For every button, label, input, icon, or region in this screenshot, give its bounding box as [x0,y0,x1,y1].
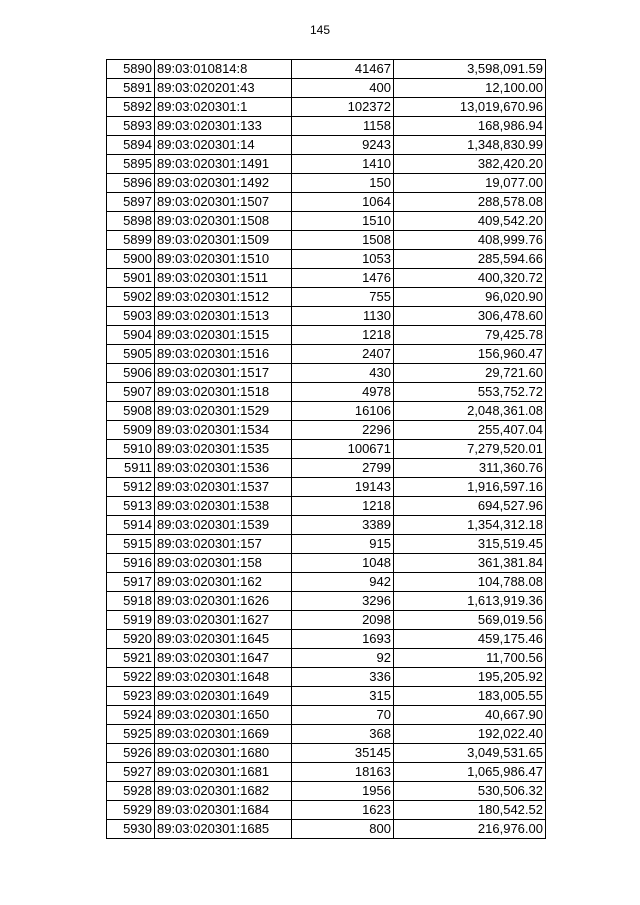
cadastral-number: 89:03:020301:1513 [155,307,292,326]
cadastral-number: 89:03:020301:1648 [155,668,292,687]
area-cell: 1064 [292,193,394,212]
cadastral-number: 89:03:020301:1507 [155,193,292,212]
row-number: 5930 [107,820,155,839]
table-row [107,174,546,193]
table-row [107,136,546,155]
area-cell: 19143 [292,478,394,497]
row-number: 5911 [107,459,155,478]
row-number: 5918 [107,592,155,611]
cadastral-number: 89:03:020301:1627 [155,611,292,630]
value-cell: 104,788.08 [394,573,546,592]
table-row [107,98,546,117]
area-cell: 915 [292,535,394,554]
cadastral-number: 89:03:020301:1645 [155,630,292,649]
table-row [107,117,546,136]
row-number: 5904 [107,326,155,345]
area-cell: 2098 [292,611,394,630]
value-cell: 459,175.46 [394,630,546,649]
area-cell: 16106 [292,402,394,421]
value-cell: 1,613,919.36 [394,592,546,611]
cadastral-number: 89:03:020301:1512 [155,288,292,307]
area-cell: 336 [292,668,394,687]
row-number: 5909 [107,421,155,440]
value-cell: 255,407.04 [394,421,546,440]
cadastral-number: 89:03:020301:1 [155,98,292,117]
area-cell: 1218 [292,326,394,345]
cadastral-number: 89:03:020301:1535 [155,440,292,459]
row-number: 5892 [107,98,155,117]
value-cell: 40,667.90 [394,706,546,725]
table-row [107,820,546,839]
cadastral-number: 89:03:020301:1518 [155,383,292,402]
area-cell: 41467 [292,60,394,79]
row-number: 5925 [107,725,155,744]
row-number: 5922 [107,668,155,687]
cadastral-number: 89:03:020301:1516 [155,345,292,364]
value-cell: 315,519.45 [394,535,546,554]
area-cell: 100671 [292,440,394,459]
table-row [107,212,546,231]
table-row [107,535,546,554]
row-number: 5896 [107,174,155,193]
cadastral-number: 89:03:010814:8 [155,60,292,79]
table-row [107,554,546,573]
table-row [107,573,546,592]
area-cell: 9243 [292,136,394,155]
value-cell: 306,478.60 [394,307,546,326]
area-cell: 1048 [292,554,394,573]
area-cell: 2296 [292,421,394,440]
cadastral-number: 89:03:020301:1534 [155,421,292,440]
value-cell: 12,100.00 [394,79,546,98]
area-cell: 4978 [292,383,394,402]
row-number: 5927 [107,763,155,782]
value-cell: 79,425.78 [394,326,546,345]
table-row [107,516,546,535]
row-number: 5902 [107,288,155,307]
cadastral-number: 89:03:020301:1669 [155,725,292,744]
row-number: 5929 [107,801,155,820]
area-cell: 35145 [292,744,394,763]
page-number: 145 [309,23,331,37]
row-number: 5894 [107,136,155,155]
value-cell: 311,360.76 [394,459,546,478]
area-cell: 1410 [292,155,394,174]
row-number: 5906 [107,364,155,383]
row-number: 5900 [107,250,155,269]
area-cell: 1956 [292,782,394,801]
table-row [107,383,546,402]
area-cell: 92 [292,649,394,668]
value-cell: 694,527.96 [394,497,546,516]
row-number: 5924 [107,706,155,725]
value-cell: 168,986.94 [394,117,546,136]
area-cell: 942 [292,573,394,592]
row-number: 5928 [107,782,155,801]
area-cell: 102372 [292,98,394,117]
area-cell: 800 [292,820,394,839]
value-cell: 288,578.08 [394,193,546,212]
area-cell: 315 [292,687,394,706]
value-cell: 19,077.00 [394,174,546,193]
value-cell: 361,381.84 [394,554,546,573]
table-row [107,725,546,744]
area-cell: 1510 [292,212,394,231]
row-number: 5899 [107,231,155,250]
table-row [107,193,546,212]
value-cell: 183,005.55 [394,687,546,706]
table-row [107,668,546,687]
cadastral-number: 89:03:020301:1492 [155,174,292,193]
table-row [107,649,546,668]
table-row [107,155,546,174]
value-cell: 553,752.72 [394,383,546,402]
row-number: 5901 [107,269,155,288]
table-row [107,801,546,820]
table-row [107,459,546,478]
cadastral-number: 89:03:020301:1491 [155,155,292,174]
row-number: 5919 [107,611,155,630]
value-cell: 3,049,531.65 [394,744,546,763]
table-row [107,687,546,706]
value-cell: 285,594.66 [394,250,546,269]
table-row [107,421,546,440]
value-cell: 1,065,986.47 [394,763,546,782]
cadastral-number: 89:03:020301:1647 [155,649,292,668]
cadastral-number: 89:03:020301:1517 [155,364,292,383]
cadastral-number: 89:03:020301:1538 [155,497,292,516]
table-row [107,307,546,326]
value-cell: 530,506.32 [394,782,546,801]
table-row [107,269,546,288]
row-number: 5917 [107,573,155,592]
value-cell: 192,022.40 [394,725,546,744]
cadastral-number: 89:03:020301:133 [155,117,292,136]
value-cell: 156,960.47 [394,345,546,364]
cadastral-number: 89:03:020301:1626 [155,592,292,611]
row-number: 5910 [107,440,155,459]
row-number: 5890 [107,60,155,79]
area-cell: 368 [292,725,394,744]
table-row [107,763,546,782]
row-number: 5914 [107,516,155,535]
cadastral-number: 89:03:020301:14 [155,136,292,155]
value-cell: 13,019,670.96 [394,98,546,117]
cadastral-number: 89:03:020301:1537 [155,478,292,497]
table-row [107,611,546,630]
row-number: 5923 [107,687,155,706]
value-cell: 96,020.90 [394,288,546,307]
value-cell: 180,542.52 [394,801,546,820]
value-cell: 382,420.20 [394,155,546,174]
table-row [107,345,546,364]
area-cell: 2799 [292,459,394,478]
row-number: 5921 [107,649,155,668]
row-number: 5916 [107,554,155,573]
table-row [107,79,546,98]
value-cell: 29,721.60 [394,364,546,383]
area-cell: 1623 [292,801,394,820]
table-row [107,288,546,307]
row-number: 5915 [107,535,155,554]
area-cell: 2407 [292,345,394,364]
value-cell: 1,348,830.99 [394,136,546,155]
table-body [107,60,546,839]
area-cell: 18163 [292,763,394,782]
table-row [107,782,546,801]
table-row [107,440,546,459]
area-cell: 1476 [292,269,394,288]
table-row [107,630,546,649]
table-row [107,592,546,611]
cadastral-number: 89:03:020301:1650 [155,706,292,725]
area-cell: 1693 [292,630,394,649]
row-number: 5898 [107,212,155,231]
area-cell: 150 [292,174,394,193]
area-cell: 1508 [292,231,394,250]
cadastral-number: 89:03:020301:1529 [155,402,292,421]
value-cell: 7,279,520.01 [394,440,546,459]
area-cell: 430 [292,364,394,383]
area-cell: 3296 [292,592,394,611]
row-number: 5893 [107,117,155,136]
cadastral-number: 89:03:020301:1508 [155,212,292,231]
cadastral-number: 89:03:020301:157 [155,535,292,554]
row-number: 5895 [107,155,155,174]
cadastral-number: 89:03:020301:1649 [155,687,292,706]
table-row [107,60,546,79]
area-cell: 1130 [292,307,394,326]
cadastral-table [106,59,546,839]
cadastral-number: 89:03:020301:162 [155,573,292,592]
area-cell: 1218 [292,497,394,516]
value-cell: 2,048,361.08 [394,402,546,421]
area-cell: 70 [292,706,394,725]
cadastral-number: 89:03:020301:1684 [155,801,292,820]
value-cell: 408,999.76 [394,231,546,250]
row-number: 5897 [107,193,155,212]
cadastral-number: 89:03:020301:1515 [155,326,292,345]
cadastral-number: 89:03:020201:43 [155,79,292,98]
cadastral-number: 89:03:020301:1511 [155,269,292,288]
value-cell: 1,916,597.16 [394,478,546,497]
table-row [107,744,546,763]
value-cell: 409,542.20 [394,212,546,231]
area-cell: 1053 [292,250,394,269]
cadastral-number: 89:03:020301:1536 [155,459,292,478]
cadastral-number: 89:03:020301:1682 [155,782,292,801]
row-number: 5920 [107,630,155,649]
value-cell: 216,976.00 [394,820,546,839]
cadastral-number: 89:03:020301:1510 [155,250,292,269]
value-cell: 400,320.72 [394,269,546,288]
cadastral-number: 89:03:020301:158 [155,554,292,573]
row-number: 5913 [107,497,155,516]
table-row [107,364,546,383]
cadastral-number: 89:03:020301:1680 [155,744,292,763]
table-row [107,231,546,250]
value-cell: 11,700.56 [394,649,546,668]
table-row [107,497,546,516]
row-number: 5903 [107,307,155,326]
table-row [107,326,546,345]
cadastral-number: 89:03:020301:1681 [155,763,292,782]
row-number: 5926 [107,744,155,763]
value-cell: 3,598,091.59 [394,60,546,79]
cadastral-number: 89:03:020301:1539 [155,516,292,535]
value-cell: 195,205.92 [394,668,546,687]
table-row [107,402,546,421]
cadastral-number: 89:03:020301:1685 [155,820,292,839]
value-cell: 1,354,312.18 [394,516,546,535]
area-cell: 1158 [292,117,394,136]
cadastral-number: 89:03:020301:1509 [155,231,292,250]
row-number: 5905 [107,345,155,364]
table-row [107,250,546,269]
area-cell: 400 [292,79,394,98]
table-row [107,706,546,725]
row-number: 5908 [107,402,155,421]
row-number: 5912 [107,478,155,497]
value-cell: 569,019.56 [394,611,546,630]
area-cell: 3389 [292,516,394,535]
row-number: 5891 [107,79,155,98]
table-row [107,478,546,497]
area-cell: 755 [292,288,394,307]
row-number: 5907 [107,383,155,402]
